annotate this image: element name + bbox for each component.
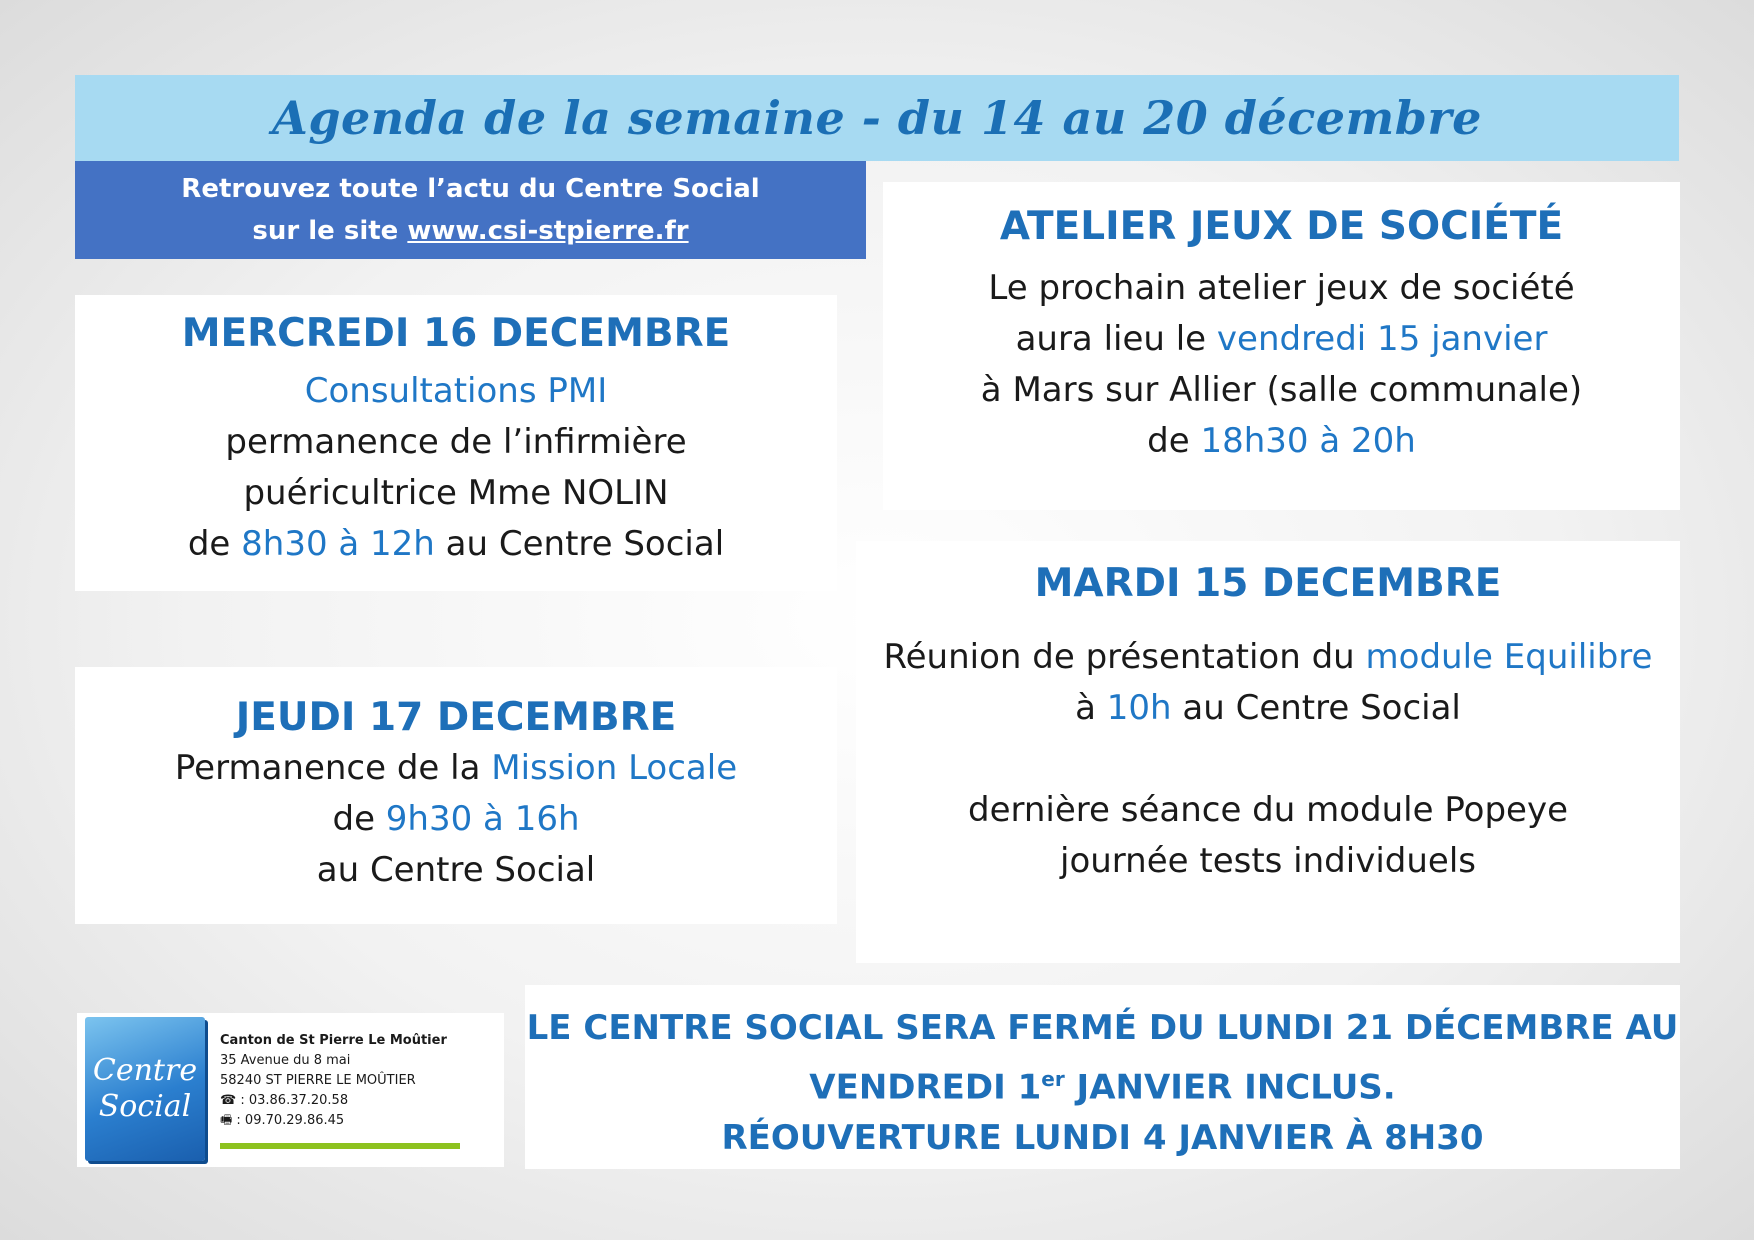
wednesday-line3: puéricultrice Mme NOLIN bbox=[243, 473, 669, 513]
atelier-line2 bbox=[883, 314, 1680, 365]
tuesday-line1-pre: Réunion de présentation du bbox=[883, 637, 1366, 677]
atelier-line3: à Mars sur Allier (salle communale) bbox=[980, 370, 1583, 410]
wednesday-box bbox=[75, 295, 837, 591]
contact-fax-row bbox=[220, 1111, 447, 1131]
atelier-box bbox=[883, 182, 1680, 510]
thursday-line1 bbox=[75, 743, 837, 794]
phone-icon: ☎ bbox=[220, 1093, 237, 1108]
tuesday-line2-pre: à bbox=[1075, 688, 1107, 728]
tuesday-line4: journée tests individuels bbox=[1060, 841, 1476, 881]
title-bar bbox=[75, 75, 1679, 161]
contact-fax: : 09.70.29.86.45 bbox=[232, 1113, 345, 1128]
thursday-heading: JEUDI 17 DECEMBRE bbox=[235, 695, 677, 740]
thursday-line2-pre: de bbox=[332, 799, 386, 839]
wednesday-time: 8h30 à 12h bbox=[241, 524, 435, 564]
green-divider bbox=[220, 1143, 460, 1149]
wednesday-line2: permanence de l’infirmière bbox=[225, 422, 687, 462]
contact-box bbox=[77, 1013, 504, 1167]
closure-line2-post: JANVIER INCLUS. bbox=[1064, 1067, 1396, 1108]
tuesday-line1 bbox=[856, 632, 1680, 683]
site-banner-line2 bbox=[75, 210, 866, 252]
tuesday-spacer bbox=[856, 734, 1680, 785]
contact-address1: 35 Avenue du 8 mai bbox=[220, 1053, 351, 1068]
contact-phone: : 03.86.37.20.58 bbox=[236, 1093, 349, 1108]
fax-icon: 🖷 bbox=[220, 1113, 233, 1128]
page-title: Agenda de la semaine - du 14 au 20 décembre bbox=[272, 91, 1482, 145]
wednesday-line4-pre: de bbox=[187, 524, 242, 564]
atelier-line1: Le prochain atelier jeux de société bbox=[988, 268, 1575, 308]
thursday-highlight: Mission Locale bbox=[491, 748, 738, 788]
closure-box bbox=[525, 985, 1680, 1169]
closure-line2-sup: er bbox=[1041, 1067, 1065, 1091]
atelier-line4 bbox=[883, 416, 1680, 467]
site-banner-line1: Retrouvez toute l’actu du Centre Social bbox=[181, 174, 760, 204]
logo-line2: Social bbox=[98, 1089, 192, 1124]
closure-line2-pre: VENDREDI 1 bbox=[809, 1067, 1042, 1108]
contact-phone-row bbox=[220, 1091, 447, 1111]
closure-line2 bbox=[525, 1054, 1680, 1113]
contact-address2: 58240 ST PIERRE LE MOÛTIER bbox=[220, 1073, 416, 1088]
site-link[interactable]: www.csi-stpierre.fr bbox=[407, 216, 689, 246]
atelier-date: vendredi 15 janvier bbox=[1216, 319, 1548, 359]
wednesday-line4 bbox=[75, 519, 837, 570]
wednesday-line4-post: au Centre Social bbox=[434, 524, 725, 564]
tuesday-highlight: module Equilibre bbox=[1365, 637, 1653, 677]
wednesday-heading: MERCREDI 16 DECEMBRE bbox=[181, 311, 731, 356]
tuesday-line2-post: au Centre Social bbox=[1171, 688, 1461, 728]
wednesday-highlight: Consultations PMI bbox=[304, 371, 608, 411]
closure-line1: LE CENTRE SOCIAL SERA FERMÉ DU LUNDI 21 DÉCEMBRE AU bbox=[526, 1008, 1679, 1048]
logo-line1: Centre bbox=[92, 1053, 198, 1088]
site-banner bbox=[75, 161, 866, 259]
thursday-time: 9h30 à 16h bbox=[385, 799, 580, 839]
tuesday-line2 bbox=[856, 683, 1680, 734]
thursday-line3: au Centre Social bbox=[316, 850, 596, 890]
thursday-box bbox=[75, 667, 837, 924]
thursday-line1-pre: Permanence de la bbox=[174, 748, 492, 788]
site-banner-prefix: sur le site bbox=[252, 216, 408, 246]
atelier-line4-pre: de bbox=[1147, 421, 1201, 461]
tuesday-box bbox=[856, 541, 1680, 963]
centre-social-logo bbox=[85, 1017, 205, 1161]
atelier-time: 18h30 à 20h bbox=[1200, 421, 1416, 461]
contact-name: Canton de St Pierre Le Moûtier bbox=[220, 1033, 447, 1048]
tuesday-line3: dernière séance du module Popeye bbox=[968, 790, 1568, 830]
tuesday-time: 10h bbox=[1106, 688, 1172, 728]
closure-line3: RÉOUVERTURE LUNDI 4 JANVIER À 8H30 bbox=[721, 1118, 1484, 1159]
contact-info bbox=[220, 1031, 447, 1131]
atelier-heading: ATELIER JEUX DE SOCIÉTÉ bbox=[999, 204, 1564, 249]
thursday-line2 bbox=[75, 794, 837, 845]
tuesday-heading: MARDI 15 DECEMBRE bbox=[1034, 561, 1502, 606]
atelier-line2-pre: aura lieu le bbox=[1015, 319, 1217, 359]
